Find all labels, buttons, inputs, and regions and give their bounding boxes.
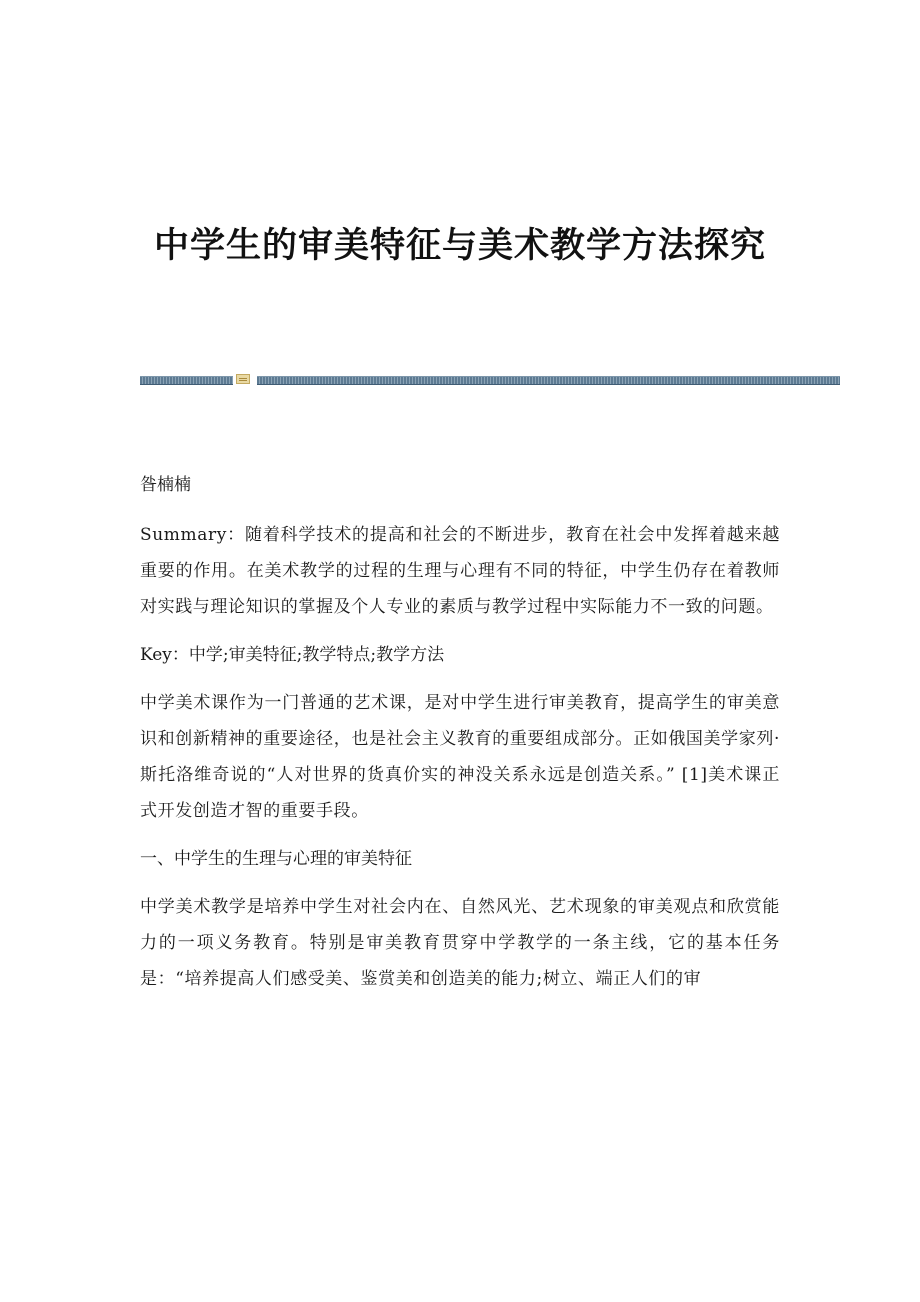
divider-bar-right <box>257 376 840 385</box>
keywords-line: Key：中学;审美特征;教学特点;教学方法 <box>140 645 445 665</box>
title-divider <box>140 374 840 384</box>
divider-ornament-icon <box>236 374 250 384</box>
section-heading: 一、中学生的生理与心理的审美特征 <box>140 849 412 869</box>
document-title: 中学生的审美特征与美术教学方法探究 <box>153 226 766 266</box>
document-body <box>140 467 780 1009</box>
divider-bar-left <box>140 376 233 385</box>
body-paragraph: 中学美术教学是培养中学生对社会内在、自然风光、艺术现象的审美观点和欣赏能力的一项义务教育。特别是审美教育贯穿中学教学的一条主线，它的基本任务是：“培养提高人们感受美、鉴赏美和创造美的能力;树立、端正人们的审 <box>140 897 780 989</box>
author-name: 昝楠楠 <box>140 475 191 495</box>
body-paragraph: 中学美术课作为一门普通的艺术课，是对中学生进行审美教育，提高学生的审美意识和创新精神的重要途径，也是社会主义教育的重要组成部分。正如俄国美学家列·斯托洛维奇说的“人对世界的货真价实的神没关系永远是创造关系。” [1]美术课正式开发创造才智的重要手段。 <box>140 693 780 821</box>
summary-paragraph: Summary：随着科学技术的提高和社会的不断进步，教育在社会中发挥着越来越重要的作用。在美术教学的过程的生理与心理有不同的特征，中学生仍存在着教师对实践与理论知识的掌握及个人专业的素质与教学过程中实际能力不一致的问题。 <box>140 525 780 617</box>
